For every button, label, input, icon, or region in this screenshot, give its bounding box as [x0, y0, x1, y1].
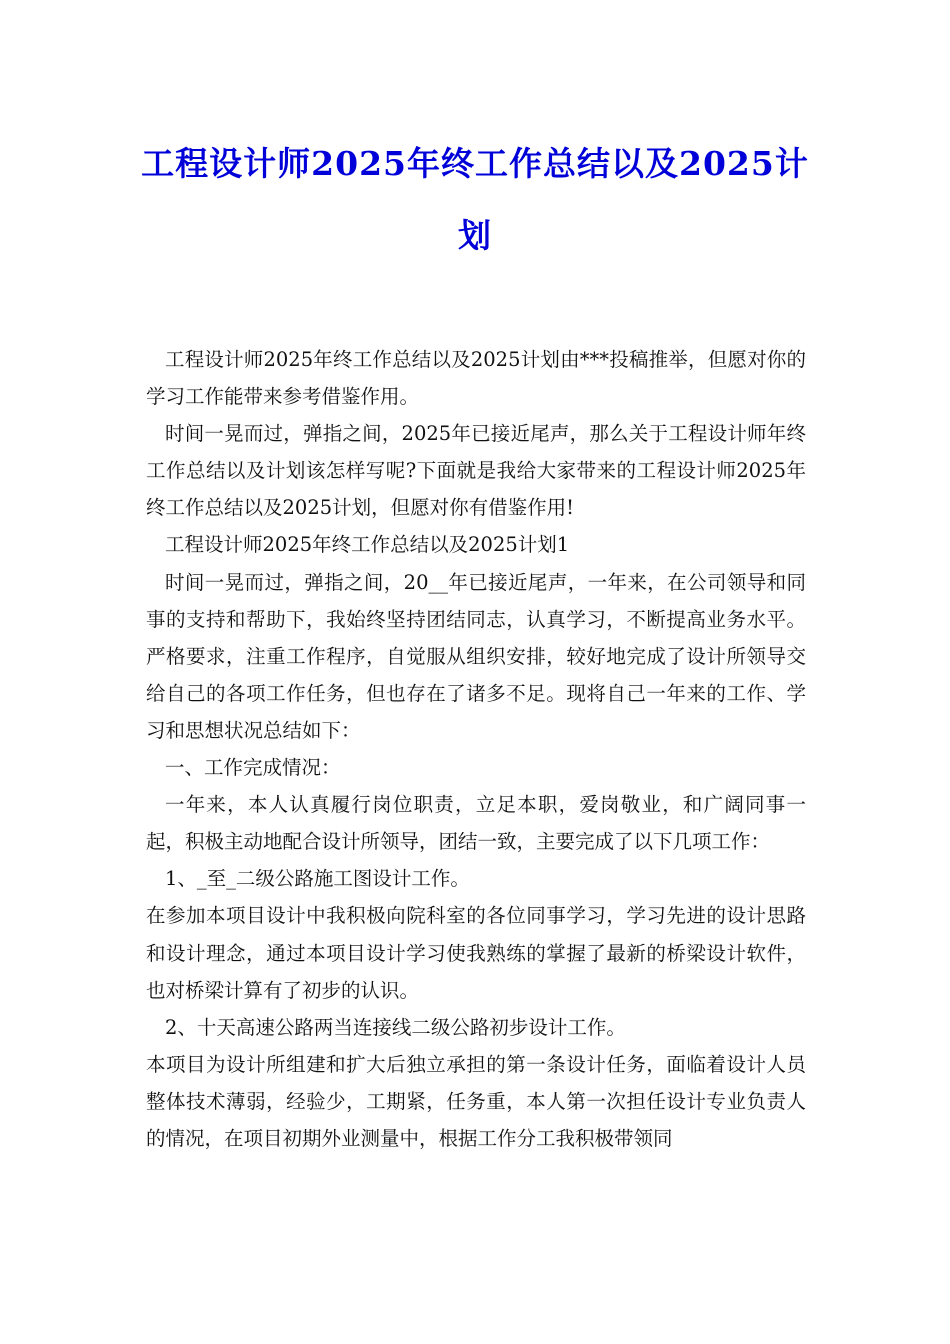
paragraph: 工程设计师2025年终工作总结以及2025计划1	[165, 533, 570, 557]
paragraph: 时间一晃而过，弹指之间，20__年已接近尾声，一年来，在公司领导和同事的支持和帮助下，我始终坚持团结同志，认真学习，不断提高业务水平。严格要求，注重工作程序，自觉服从组织安排，较好地完成了设计所领导交给自己的各项工作任务，但也存在了诸多不足。现将自己一年来的工作、学习和思想状况总结如下：	[146, 570, 806, 742]
paragraph: 一年来，本人认真履行岗位职责，立足本职，爱岗敬业，和广阔同事一起，积极主动地配合设计所领导，团结一致，主要完成了以下几项工作：	[146, 793, 806, 854]
paragraph: 在参加本项目设计中我积极向院科室的各位同事学习，学习先进的设计思路和设计理念，通过本项目设计学习使我熟练的掌握了最新的桥梁设计软件，也对桥梁计算有了初步的认识。	[146, 904, 806, 1002]
section-heading: 一、工作完成情况：	[165, 756, 341, 780]
document-title: 工程设计师2025年终工作总结以及2025计划	[141, 144, 809, 255]
paragraph: 时间一晃而过，弹指之间，2025年已接近尾声，那么关于工程设计师年终工作总结以及计划该怎样写呢?下面就是我给大家带来的工程设计师2025年终工作总结以及2025计划，但愿对你有借鉴作用!	[146, 422, 806, 520]
document-body	[146, 341, 806, 1157]
list-item-heading: 2、十天高速公路两当连接线二级公路初步设计工作。	[165, 1015, 626, 1039]
paragraph: 本项目为设计所组建和扩大后独立承担的第一条设计任务，面临着设计人员整体技术薄弱，经验少，工期紧，任务重，本人第一次担任设计专业负责人的情况，在项目初期外业测量中，根据工作分工我积极带领同	[146, 1052, 806, 1150]
list-item-heading: 1、_至_二级公路施工图设计工作。	[165, 867, 470, 891]
paragraph: 工程设计师2025年终工作总结以及2025计划由***投稿推举，但愿对你的学习工作能带来参考借鉴作用。	[146, 348, 806, 409]
